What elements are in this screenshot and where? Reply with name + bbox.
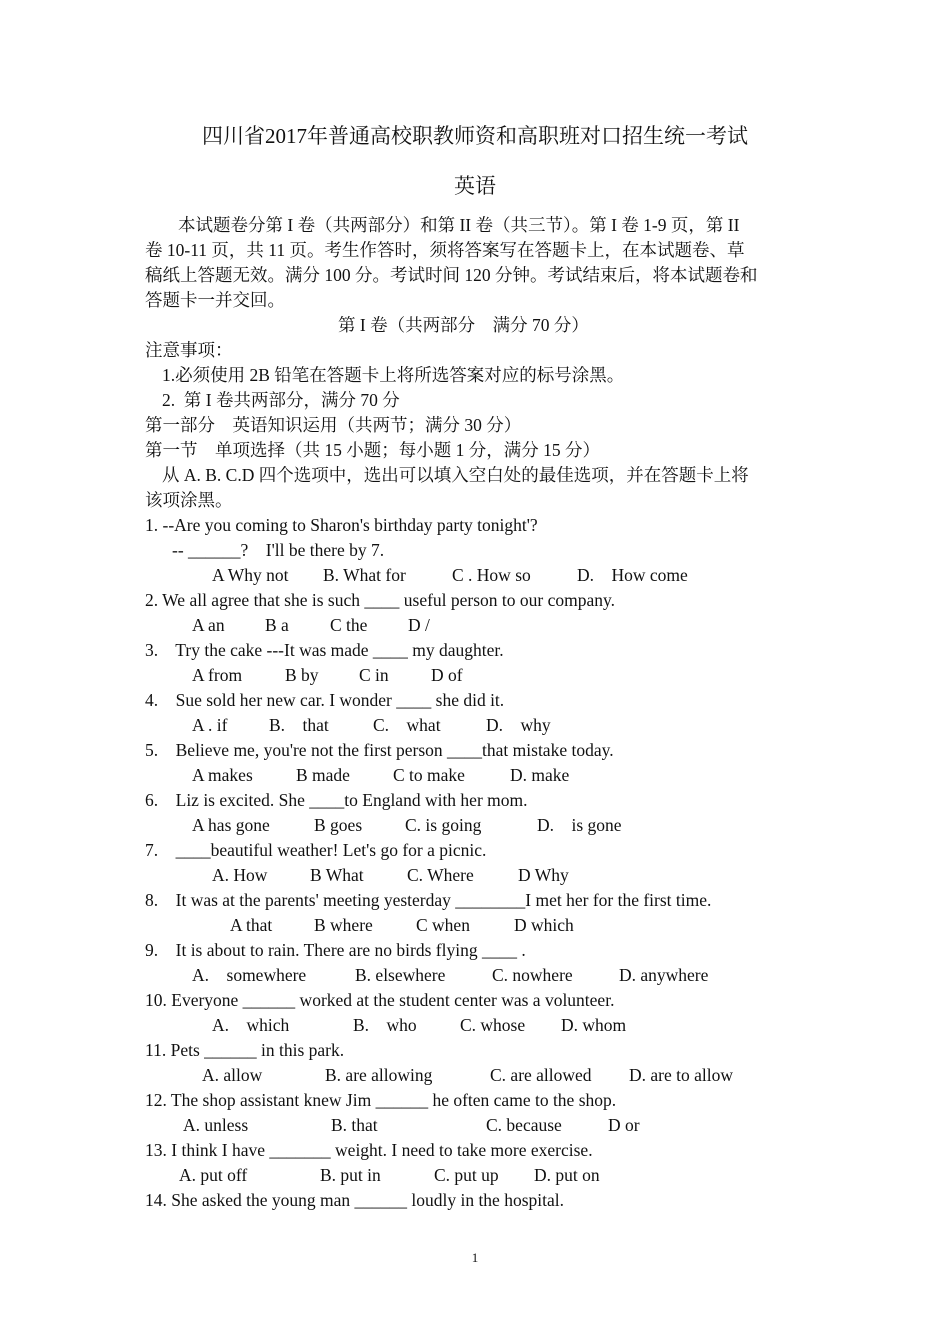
option-b: B. that [331,1115,378,1135]
option-d: D. anywhere [619,965,709,985]
question-stem: 3. Try the cake ---It was made ____ my daughter. [145,640,504,660]
option-b: B by [285,665,319,685]
question-stem: 7. ____beautiful weather! Let's go for a picnic. [145,840,487,860]
option-b: B made [296,765,350,785]
option-b: B. elsewhere [355,965,446,985]
option-d: D. How come [577,565,688,585]
option-c: C. nowhere [492,965,573,985]
question-stem: 13. I think I have _______ weight. I need to take more exercise. [145,1140,593,1160]
option-c: C in [359,665,389,685]
option-d: D. put on [534,1165,600,1185]
option-b: B a [265,615,289,635]
option-d: D or [608,1115,640,1135]
question-stem: 8. It was at the parents' meeting yesterday ________I met her for the first time. [145,890,712,910]
option-d: D. whom [561,1015,627,1035]
option-c: C when [416,915,470,935]
part-heading: 第一部分 英语知识运用（共两节；满分 30 分） [145,415,522,435]
exam-title: 四川省2017年普通高校职教师资和高职班对口招生统一考试 [202,124,748,148]
intro-line: 稿纸上答题无效。满分 100 分。考试时间 120 分钟。考试结束后，将本试题卷和 [145,265,758,285]
option-a: A. which [212,1015,290,1035]
option-c: C to make [393,765,465,785]
option-b: B. What for [323,565,406,585]
option-c: C the [330,615,368,635]
note-item: 1.必须使用 2B 铅笔在答题卡上将所选答案对应的标号涂黑。 [162,365,625,385]
option-d: D. is gone [537,815,622,835]
option-c: C. because [486,1115,562,1135]
question-stem: 2. We all agree that she is such ____ useful person to our company. [145,590,616,610]
page-number: 1 [471,1250,479,1265]
option-c: C. Where [407,865,474,885]
option-b: B. are allowing [325,1065,433,1085]
option-a: A. unless [183,1115,249,1135]
option-a: A. put off [179,1165,248,1185]
option-b: B. that [269,715,329,735]
option-d: D Why [518,865,569,885]
option-d: D / [408,615,430,635]
question-dialog: -- ______? I'll be there by 7. [172,540,385,560]
question-stem: 12. The shop assistant knew Jim ______ he often came to the shop. [145,1090,617,1110]
question-stem: 10. Everyone ______ worked at the student center was a volunteer. [145,990,615,1010]
option-d: D which [514,915,574,935]
note-item: 2. 第 I 卷共两部分，满分 70 分 [162,390,400,410]
option-d: D. make [510,765,570,785]
option-b: B What [310,865,364,885]
question-stem: 14. She asked the young man ______ loudly in the hospital. [145,1190,564,1210]
option-b: B. put in [320,1165,381,1185]
option-b: B where [314,915,373,935]
option-c: C . How so [452,565,531,585]
intro-line: 本试题卷分第 I 卷（共两部分）和第 II 卷（共三节）。第 I 卷 1-9 页，第 II [178,215,740,235]
volume-heading: 第 I 卷（共两部分 满分 70 分） [338,315,589,335]
option-d: D. why [486,715,551,735]
option-a: A Why not [212,565,289,585]
question-stem: 6. Liz is excited. She ____to England with her mom. [145,790,528,810]
question-stem: 1. --Are you coming to Sharon's birthday party tonight'? [145,515,538,535]
option-c: C. whose [460,1015,526,1035]
instruction-line: 从 A. B. C.D 四个选项中，选出可以填入空白处的最佳选项，并在答题卡上将 [162,465,749,485]
subject-title: 英语 [454,174,496,198]
option-c: C. is going [405,815,482,835]
option-d: D of [431,665,463,685]
option-a: A that [230,915,273,935]
option-a: A. allow [202,1065,263,1085]
option-c: C. put up [434,1165,499,1185]
question-stem: 5. Believe me, you're not the first person ____that mistake today. [145,740,614,760]
option-a: A. How [212,865,268,885]
option-a: A . if [192,715,228,735]
option-a: A has gone [192,815,270,835]
option-a: A from [192,665,243,685]
option-a: A makes [192,765,253,785]
notes-heading: 注意事项： [145,340,233,360]
intro-line: 卷 10-11 页，共 11 页。考生作答时，须将答案写在答题卡上，在本试题卷、草 [145,240,745,260]
option-a: A. somewhere [192,965,307,985]
instruction-line: 该项涂黑。 [145,490,233,510]
question-stem: 11. Pets ______ in this park. [145,1040,345,1060]
question-stem: 9. It is about to rain. There are no birds flying ____ . [145,940,526,960]
intro-line: 答题卡一并交回。 [145,290,285,310]
option-b: B goes [314,815,363,835]
question-stem: 4. Sue sold her new car. I wonder ____ she did it. [145,690,505,710]
option-c: C. what [373,715,441,735]
option-a: A an [192,615,225,635]
option-d: D. are to allow [629,1065,733,1085]
option-c: C. are allowed [490,1065,592,1085]
section-heading: 第一节 单项选择（共 15 小题；每小题 1 分，满分 15 分） [145,440,600,460]
option-b: B. who [353,1015,417,1035]
